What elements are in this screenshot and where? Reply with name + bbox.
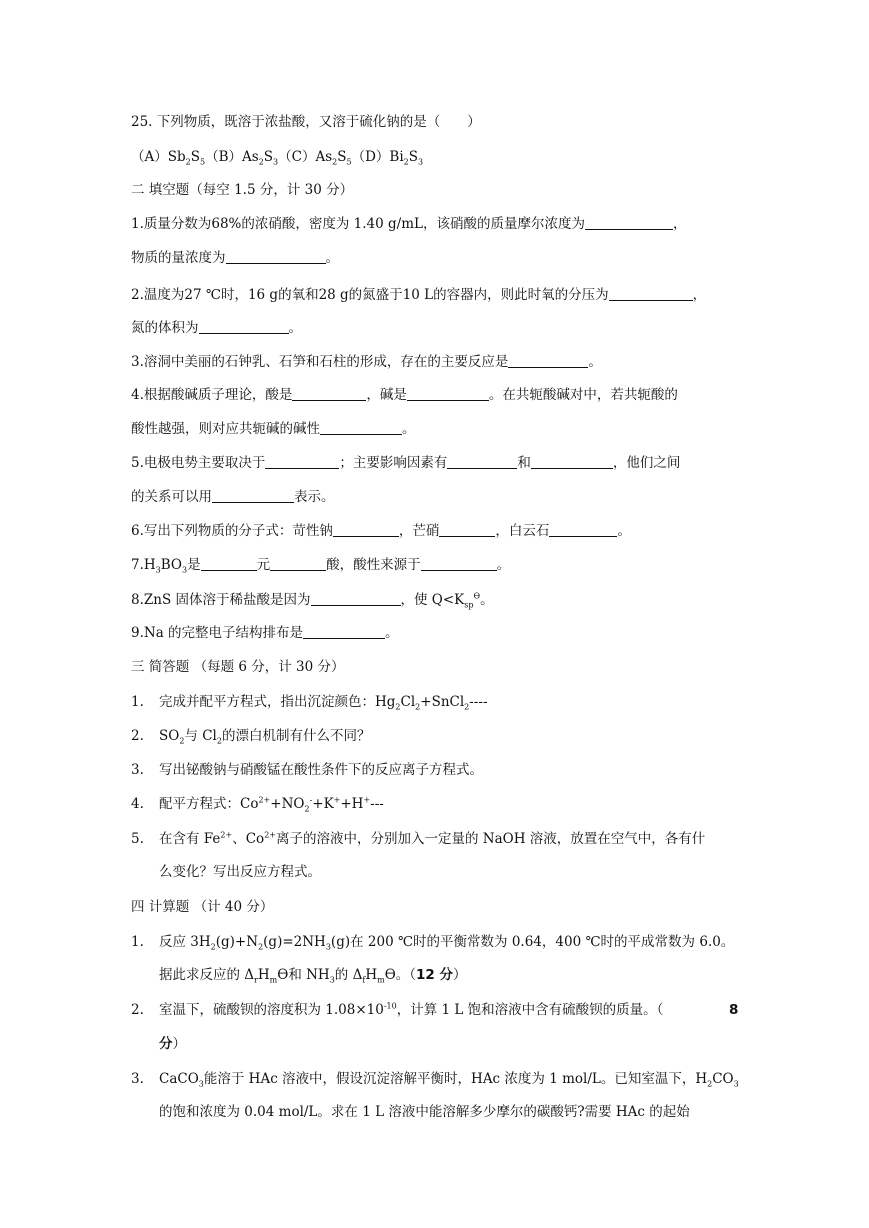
short-answer-q1: 完成并配平方程式，指出沉淀颜色：$Hg_2Cl_2+SnCl_2----$ <box>159 694 488 712</box>
item-number: 3. <box>131 1071 144 1087</box>
section-heading: 四 计算题 （计 40 分） <box>131 899 274 915</box>
answer-blank[interactable] <box>201 556 257 571</box>
section-heading: 二 填空题（每空 1.5 分，计 30 分） <box>131 182 354 198</box>
fill-q9: 9.Na 的完整电子结构排布是 。 <box>131 625 399 641</box>
answer-blank[interactable] <box>303 624 385 639</box>
calc-q1-line1: 反应 $3H_2(g)+N_2(g)=2NH_3(g)$在 200 ℃时的平衡常数为 0.64，400 ℃时的平成常数为 6.0。 <box>159 934 735 952</box>
item-number: 3. <box>131 762 144 778</box>
fill-q1-line2: 物质的量浓度为 。 <box>131 250 339 266</box>
answer-blank[interactable] <box>549 522 617 537</box>
fill-q3: 3.溶洞中美丽的石钟乳、石笋和石柱的形成，存在的主要反应是 。 <box>131 354 602 370</box>
answer-blank[interactable] <box>531 454 613 469</box>
answer-blank[interactable] <box>439 522 495 537</box>
answer-blank[interactable] <box>508 353 588 368</box>
answer-blank[interactable] <box>609 286 693 301</box>
short-answer-q2: $SO_2$与 $Cl_2$的漂白机制有什么不同？ <box>159 728 371 746</box>
item-number: 4. <box>131 796 144 812</box>
fill-q5-line2: 的关系可以用 表示。 <box>131 489 335 505</box>
fill-q5-line1: 5.电极电势主要取决于 ；主要影响因素有 和 ，他们之间 <box>131 455 681 471</box>
answer-blank[interactable] <box>421 556 497 571</box>
answer-blank[interactable] <box>311 591 401 606</box>
fill-q6: 6.写出下列物质的分子式：苛性钠 ，芒硝 ，白云石 。 <box>131 523 631 539</box>
item-number: 5. <box>131 831 144 847</box>
answer-blank[interactable] <box>585 215 673 230</box>
answer-blank[interactable] <box>199 319 289 334</box>
fill-q4-line2: 酸性越强，则对应共轭碱的碱性 。 <box>131 421 416 437</box>
answer-blank[interactable] <box>407 386 489 401</box>
answer-blank[interactable] <box>447 454 517 469</box>
short-answer-q3: 写出铋酸钠与硝酸锰在酸性条件下的反应离子方程式。 <box>159 762 483 778</box>
answer-blank[interactable] <box>265 454 339 469</box>
answer-blank[interactable] <box>226 249 326 264</box>
answer-blank[interactable] <box>212 488 294 503</box>
short-answer-q4: 配平方程式：$Co^{2+}+NO_2^-+K^++H^+---$ <box>159 795 384 814</box>
section-heading: 三 简答题 （每题 6 分，计 30 分） <box>131 659 345 675</box>
answer-blank[interactable] <box>292 386 366 401</box>
answer-blank[interactable] <box>320 420 402 435</box>
calc-q1-line2: 据此求反应的 $\Delta_rH_mϴ$和 $NH_3$的 $\Delta_fH_mϴ$。（12 分） <box>159 967 467 985</box>
short-answer-q5-line2: 么变化？写出反应方程式。 <box>159 864 321 880</box>
fill-q2-line2: 氮的体积为 。 <box>131 320 302 336</box>
fill-q4-line1: 4.根据酸碱质子理论，酸是 ，碱是 。在共轭酸碱对中，若共轭酸的 <box>131 387 678 403</box>
question-25: 25. 下列物质，既溶于浓盐酸，又溶于硫化钠的是（ ） <box>131 114 481 130</box>
calc-q2-line1: 室温下，硫酸钡的溶度积为 $1.08\times 10^{-10}$，计算 1 L 饱和溶液中含有硫酸钡的质量。（ 8 <box>159 1001 739 1018</box>
fill-q2-line1: 2.温度为27 ℃时，16 g的氧和28 g的氮盛于10 L的容器内，则此时氧的分压为 ， <box>131 287 707 303</box>
calc-q3-line2: 的饱和浓度为 0.04 mol/L。求在 1 L 溶液中能溶解多少摩尔的碳酸钙?需要 HAc 的起始 <box>159 1104 690 1120</box>
item-number: 1. <box>131 934 144 950</box>
calc-q3-line1: CaCO$_3$能溶于 HAc 溶液中，假设沉淀溶解平衡时，HAc 浓度为 1 mol/L。已知室温下，$H_2CO_3$ <box>159 1071 739 1089</box>
question-25-options: $(A)Sb_2S_5(B)As_2S_3(C)As_2S_5(D)Bi_2S_3$ <box>131 149 424 167</box>
answer-blank[interactable] <box>270 556 326 571</box>
short-answer-q5-line1: 在含有 $Fe^{2+}$、$Co^{2+}$离子的溶液中，分别加入一定量的 NaOH 溶液，放置在空气中，各有什 <box>159 830 706 847</box>
answer-blank[interactable] <box>333 522 399 537</box>
item-number: 1. <box>131 694 144 710</box>
fill-q7: $7.H_3BO_3$是 元 酸，酸性来源于 。 <box>131 557 511 575</box>
item-number: 2. <box>131 728 144 744</box>
item-number: 2. <box>131 1002 144 1018</box>
fill-q8: 8.ZnS 固体溶于稀盐酸是因为 ，使 $Q<K_{sp}^ϴ$。 <box>131 591 494 610</box>
fill-q1-line1: 1.质量分数为68%的浓硝酸，密度为 1.40 g/mL，该硝酸的质量摩尔浓度为 ， <box>131 216 687 232</box>
calc-q2-line2: 分） <box>159 1036 186 1052</box>
